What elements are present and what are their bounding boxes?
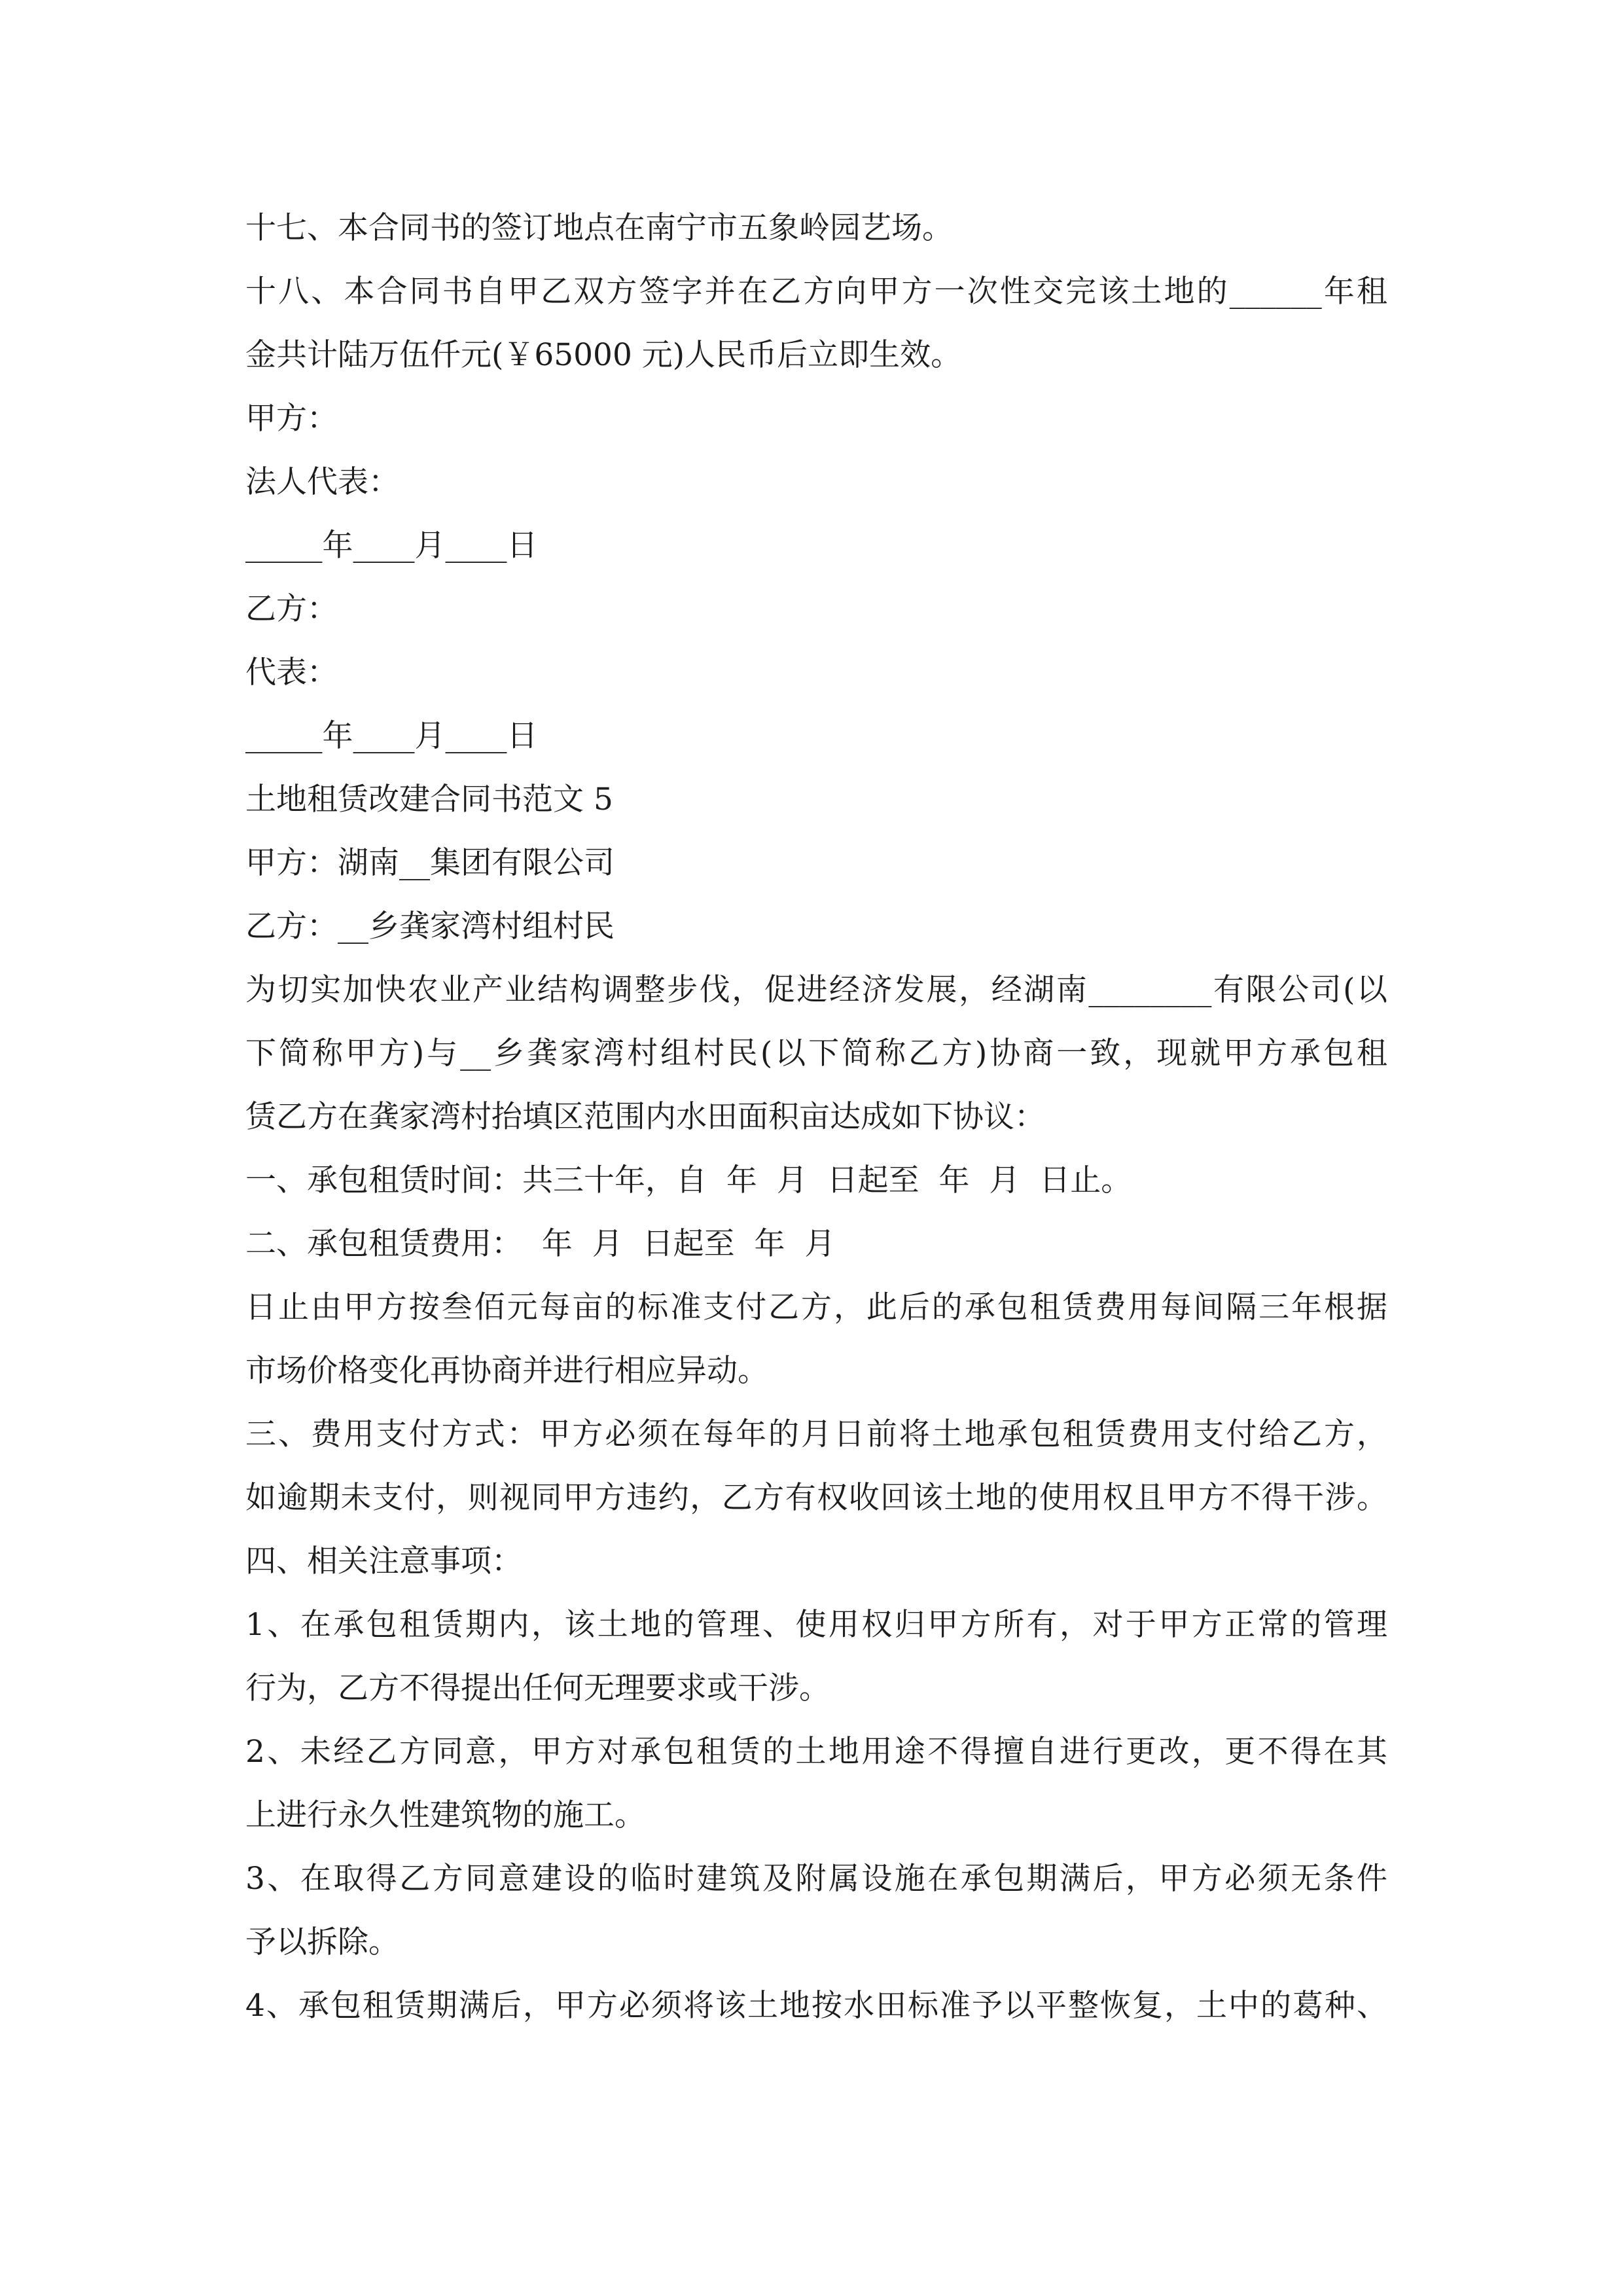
text-line: 一、承包租赁时间：共三十年，自 年 月 日起至 年 月 日止。 bbox=[245, 1162, 1132, 1198]
text-line: 3、在取得乙方同意建设的临时建筑及附属设施在承包期满后，甲方必须无条件 bbox=[245, 1861, 1387, 1897]
text-line: 予以拆除。 bbox=[245, 1924, 399, 1960]
text-line: 1、在承包租赁期内，该土地的管理、使用权归甲方所有，对于甲方正常的管理 bbox=[245, 1607, 1387, 1643]
text-line: 代表： bbox=[245, 655, 338, 691]
text-line: 4、承包租赁期满后，甲方必须将该土地按水田标准予以平整恢复，土中的葛种、 bbox=[245, 1988, 1387, 2024]
text-line: 十七、本合同书的签订地点在南宁市五象岭园艺场。 bbox=[245, 210, 953, 246]
text-line: 市场价格变化再协商并进行相应异动。 bbox=[245, 1353, 768, 1389]
text-line: 下简称甲方)与__乡龚家湾村组村民(以下简称乙方)协商一致，现就甲方承包租 bbox=[245, 1035, 1387, 1071]
text-line: 甲方： bbox=[245, 401, 338, 437]
text-line: 如逾期未支付，则视同甲方违约，乙方有权收回该土地的使用权且甲方不得干涉。 bbox=[245, 1480, 1387, 1516]
text-line: _____年____月____日 bbox=[245, 718, 538, 754]
text-line: 十八、本合同书自甲乙双方签字并在乙方向甲方一次性交完该土地的______年租 bbox=[245, 274, 1387, 310]
text-line: 乙方：__乡龚家湾村组村民 bbox=[245, 908, 615, 944]
text-line: _____年____月____日 bbox=[245, 528, 538, 564]
text-line: 乙方： bbox=[245, 591, 338, 627]
text-line: 甲方：湖南__集团有限公司 bbox=[245, 845, 615, 881]
text-line: 上进行永久性建筑物的施工。 bbox=[245, 1797, 645, 1833]
text-line: 行为，乙方不得提出任何无理要求或干涉。 bbox=[245, 1670, 830, 1706]
text-line: 二、承包租赁费用： 年 月 日起至 年 月 bbox=[245, 1226, 836, 1262]
text-line: 金共计陆万伍仟元(￥65000 元)人民币后立即生效。 bbox=[245, 337, 962, 373]
text-line: 为切实加快农业产业结构调整步伐，促进经济发展，经湖南________有限公司(以 bbox=[245, 972, 1387, 1008]
document-body bbox=[245, 193, 1387, 2034]
text-line: 赁乙方在龚家湾村抬填区范围内水田面积亩达成如下协议： bbox=[245, 1099, 1045, 1135]
text-line: 日止由甲方按叁佰元每亩的标准支付乙方，此后的承包租赁费用每间隔三年根据 bbox=[245, 1289, 1387, 1325]
text-line: 四、相关注意事项： bbox=[245, 1543, 522, 1579]
section-title: 土地租赁改建合同书范文 5 bbox=[245, 781, 613, 817]
text-line: 2、未经乙方同意，甲方对承包租赁的土地用途不得擅自进行更改，更不得在其 bbox=[245, 1734, 1387, 1770]
text-line: 法人代表： bbox=[245, 464, 399, 500]
text-line: 三、费用支付方式：甲方必须在每年的月日前将土地承包租赁费用支付给乙方， bbox=[245, 1416, 1387, 1452]
